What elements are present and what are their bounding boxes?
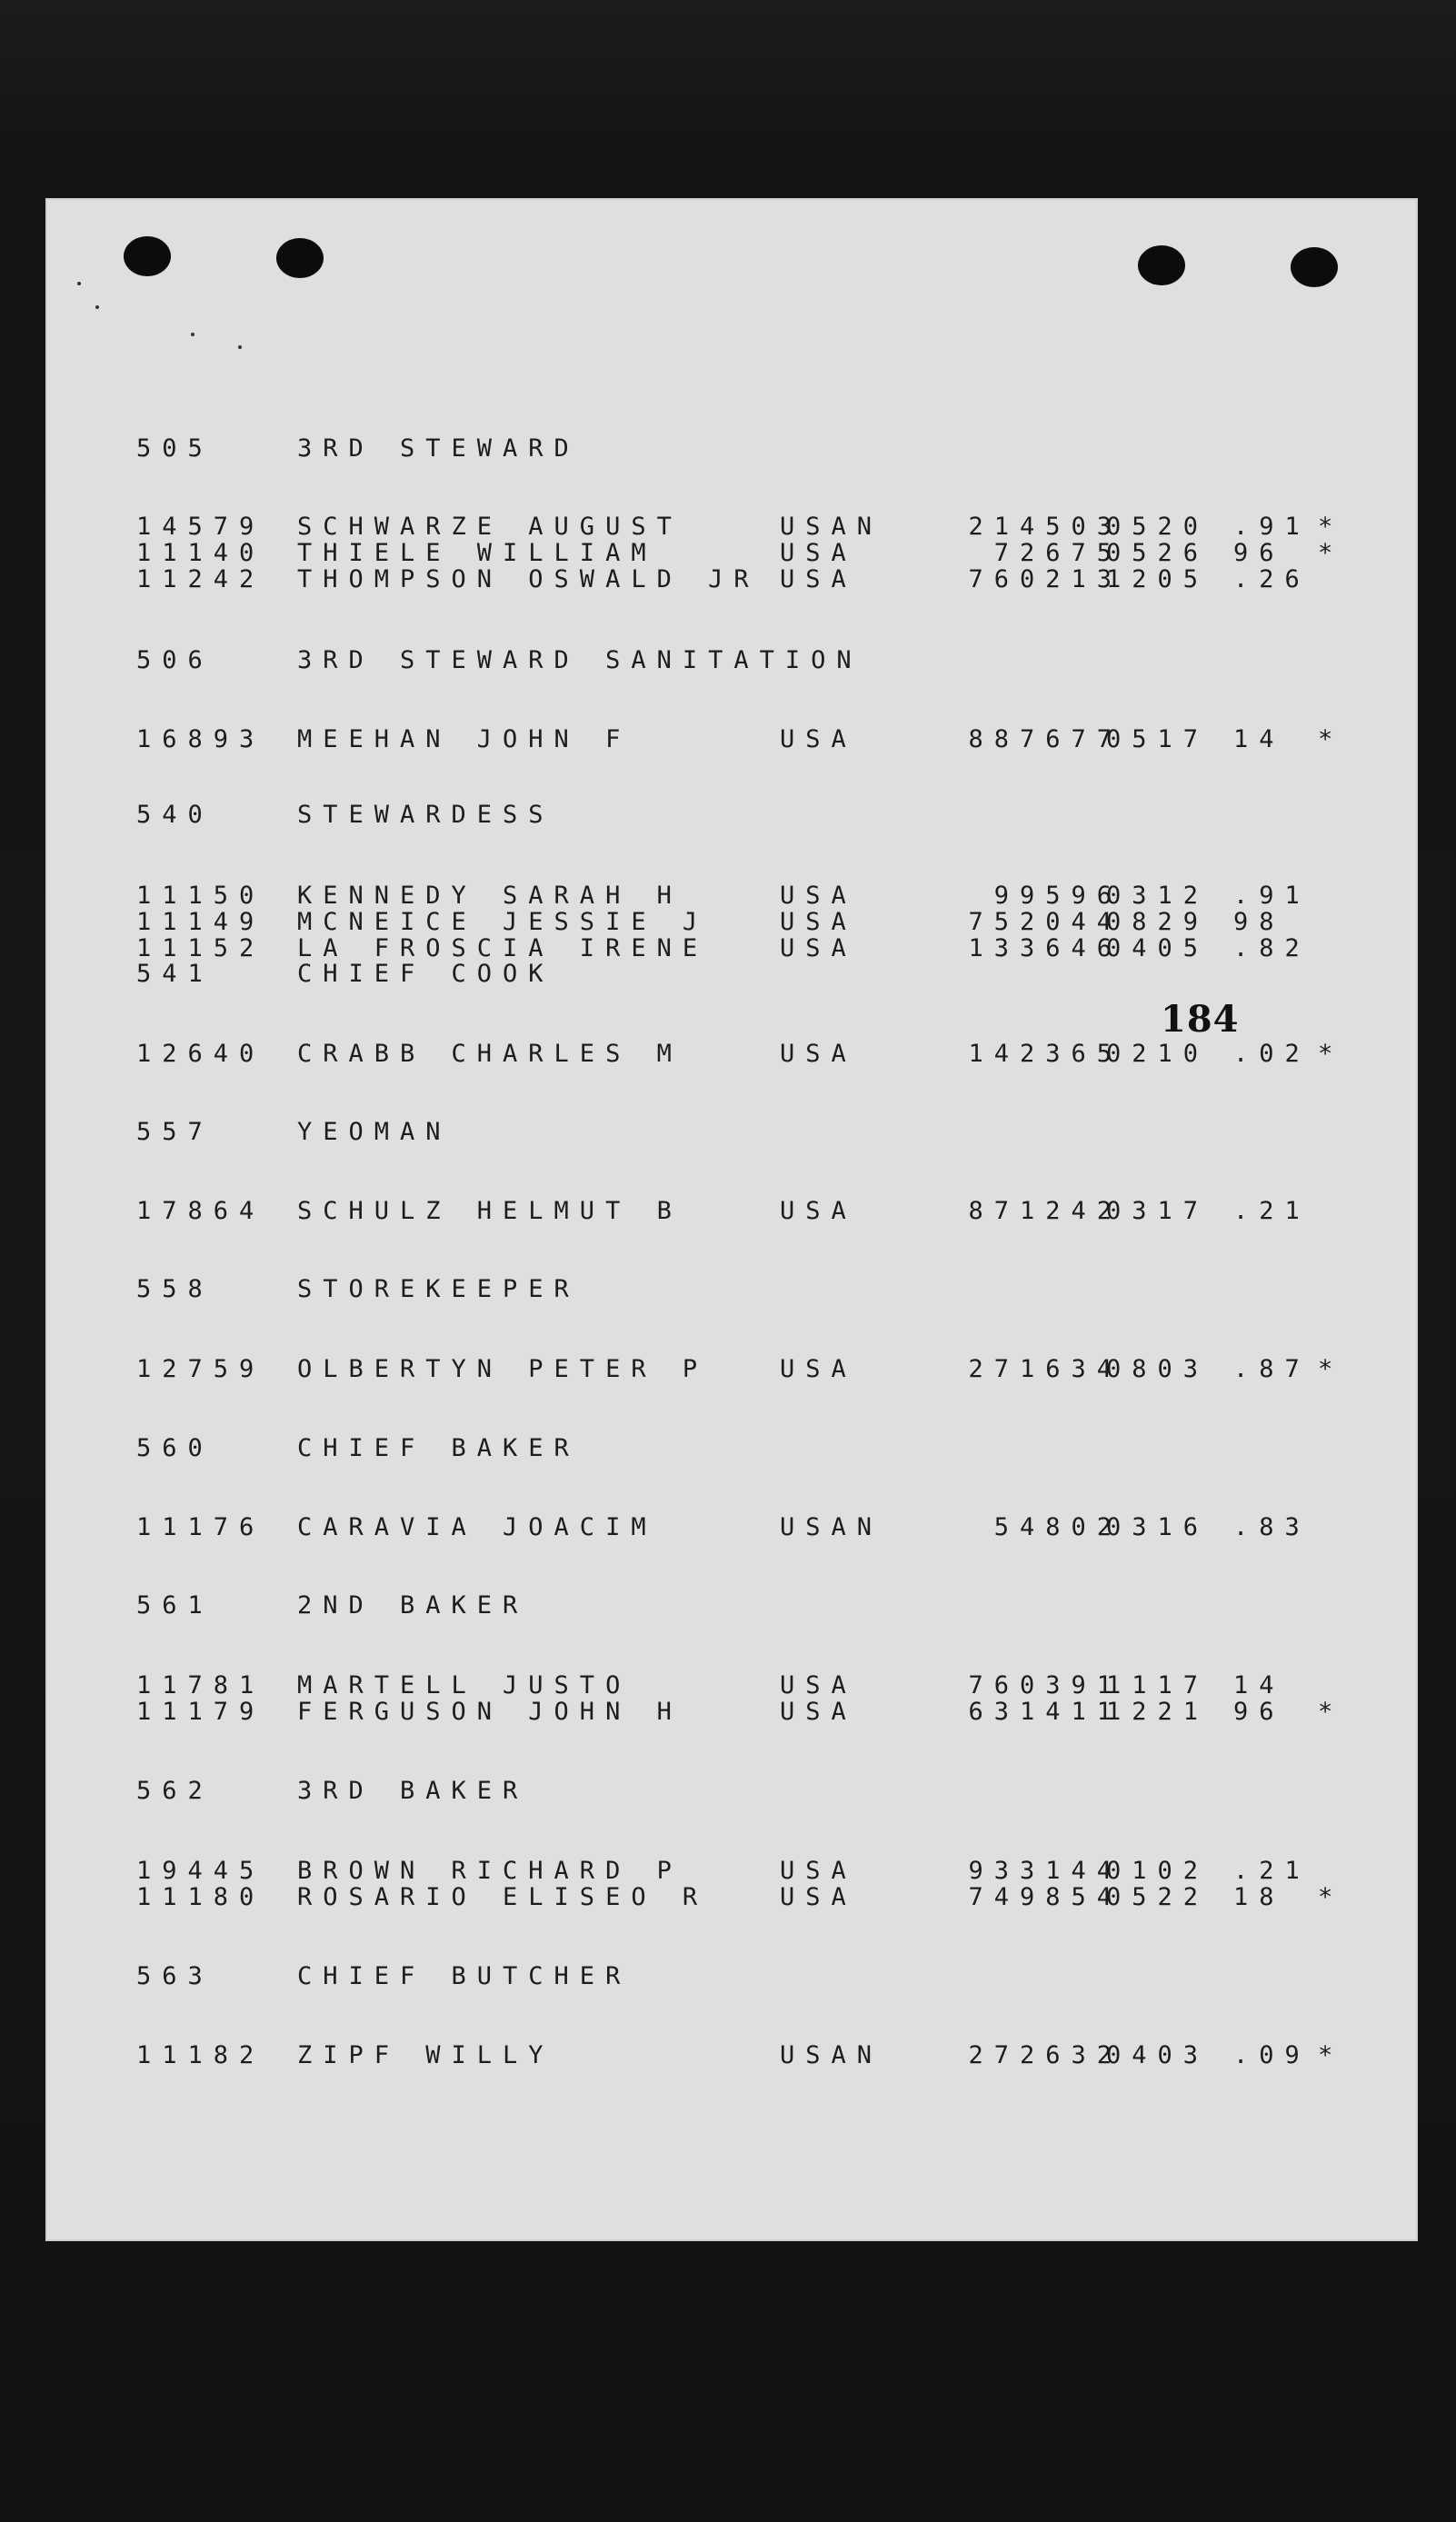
crew-name: ROSARIO ELISEO R <box>297 1883 709 1911</box>
asterisk-mark: * <box>1318 725 1344 753</box>
crew-name: KENNEDY SARAH H <box>297 882 683 910</box>
rate-value: .91 <box>1233 513 1311 541</box>
section-header <box>45 434 1418 467</box>
crew-name: MARTELL JUSTO <box>297 1671 632 1700</box>
certificate-number: 133646 <box>968 934 1122 962</box>
section-header <box>45 960 1418 992</box>
rating-title: CHIEF BUTCHER <box>297 1962 632 1990</box>
date-code: 0520 <box>1106 513 1210 541</box>
rate-value: 98 <box>1233 908 1285 936</box>
nationality: USA <box>780 908 857 936</box>
crew-number: 11150 <box>136 882 265 910</box>
page-number-stamp: 184 <box>1161 998 1240 1041</box>
section-header <box>45 1275 1418 1308</box>
crew-name: SCHWARZE AUGUST <box>297 513 683 541</box>
section-header <box>45 1118 1418 1151</box>
punch-hole-3 <box>1138 245 1185 285</box>
punch-hole-4 <box>1291 247 1338 287</box>
certificate-number: 887677 <box>968 725 1122 753</box>
rating-code: 560 <box>136 1434 214 1462</box>
asterisk-mark: * <box>1318 1883 1344 1911</box>
date-code: 0405 <box>1106 934 1210 962</box>
section-header <box>45 1591 1418 1624</box>
paper-speck <box>238 345 242 349</box>
crew-row <box>45 725 1418 758</box>
nationality: USAN <box>780 2041 883 2069</box>
asterisk-mark: * <box>1318 1698 1344 1726</box>
certificate-number: 271634 <box>968 1355 1122 1383</box>
crew-name: THIELE WILLIAM <box>297 539 657 567</box>
rating-code: 540 <box>136 801 214 829</box>
crew-name: LA FROSCIA IRENE <box>297 934 709 962</box>
certificate-number: 752044 <box>968 908 1122 936</box>
rating-code: 561 <box>136 1591 214 1620</box>
rate-value: .26 <box>1233 565 1311 593</box>
punch-hole-1 <box>124 236 171 276</box>
crew-name: BROWN RICHARD P <box>297 1857 683 1885</box>
crew-row <box>45 1883 1418 1916</box>
rating-code: 505 <box>136 434 214 463</box>
crew-name: FERGUSON JOHN H <box>297 1698 683 1726</box>
rating-title: 3RD STEWARD SANITATION <box>297 646 863 674</box>
asterisk-mark: * <box>1318 539 1344 567</box>
section-header <box>45 1434 1418 1467</box>
crew-number: 11180 <box>136 1883 265 1911</box>
certificate-number: 631411 <box>968 1698 1122 1726</box>
rate-value: 96 <box>1233 1698 1285 1726</box>
date-code: 0829 <box>1106 908 1210 936</box>
document-page <box>45 198 1418 2241</box>
crew-number: 17864 <box>136 1197 265 1225</box>
crew-name: CRABB CHARLES M <box>297 1040 683 1068</box>
crew-number: 12759 <box>136 1355 265 1383</box>
date-code: 1205 <box>1106 565 1210 593</box>
crew-number: 16893 <box>136 725 265 753</box>
rating-title: STEWARDESS <box>297 801 554 829</box>
asterisk-mark: * <box>1318 1040 1344 1068</box>
crew-number: 19445 <box>136 1857 265 1885</box>
crew-name: CARAVIA JOACIM <box>297 1513 657 1541</box>
nationality: USA <box>780 1355 857 1383</box>
crew-number: 11176 <box>136 1513 265 1541</box>
rate-value: .02 <box>1233 1040 1311 1068</box>
date-code: 0210 <box>1106 1040 1210 1068</box>
rate-value: .09 <box>1233 2041 1311 2069</box>
rate-value: .87 <box>1233 1355 1311 1383</box>
nationality: USA <box>780 1883 857 1911</box>
crew-number: 12640 <box>136 1040 265 1068</box>
nationality: USA <box>780 1040 857 1068</box>
asterisk-mark: * <box>1318 2041 1344 2069</box>
certificate-number: 272632 <box>968 2041 1122 2069</box>
rate-value: .21 <box>1233 1197 1311 1225</box>
rating-title: STOREKEEPER <box>297 1275 580 1303</box>
date-code: 0522 <box>1106 1883 1210 1911</box>
date-code: 0317 <box>1106 1197 1210 1225</box>
rate-value: 14 <box>1233 1671 1285 1700</box>
nationality: USAN <box>780 513 883 541</box>
nationality: USA <box>780 725 857 753</box>
crew-name: OLBERTYN PETER P <box>297 1355 709 1383</box>
rate-value: .21 <box>1233 1857 1311 1885</box>
paper-speck <box>191 333 194 336</box>
nationality: USA <box>780 1671 857 1700</box>
section-header <box>45 646 1418 679</box>
rating-title: CHIEF BAKER <box>297 1434 580 1462</box>
date-code: 0316 <box>1106 1513 1210 1541</box>
rating-code: 557 <box>136 1118 214 1146</box>
section-header <box>45 1777 1418 1809</box>
date-code: 0517 <box>1106 725 1210 753</box>
certificate-number: 933144 <box>968 1857 1122 1885</box>
nationality: USA <box>780 1857 857 1885</box>
crew-number: 11179 <box>136 1698 265 1726</box>
certificate-number: 760213 <box>968 565 1122 593</box>
nationality: USA <box>780 882 857 910</box>
crew-number: 11242 <box>136 565 265 593</box>
rate-value: .83 <box>1233 1513 1311 1541</box>
nationality: USAN <box>780 1513 883 1541</box>
rate-value: 14 <box>1233 725 1285 753</box>
nationality: USA <box>780 934 857 962</box>
rating-code: 506 <box>136 646 214 674</box>
nationality: USA <box>780 1197 857 1225</box>
crew-name: ZIPF WILLY <box>297 2041 554 2069</box>
asterisk-mark: * <box>1318 1355 1344 1383</box>
date-code: 0312 <box>1106 882 1210 910</box>
certificate-number: 142365 <box>968 1040 1122 1068</box>
date-code: 0803 <box>1106 1355 1210 1383</box>
crew-row <box>45 2041 1418 2074</box>
date-code: 0526 <box>1106 539 1210 567</box>
certificate-number: 214503 <box>968 513 1122 541</box>
paper-speck <box>95 305 99 309</box>
crew-number: 11140 <box>136 539 265 567</box>
rating-title: 3RD STEWARD <box>297 434 580 463</box>
crew-row <box>45 1513 1418 1546</box>
nationality: USA <box>780 1698 857 1726</box>
nationality: USA <box>780 539 857 567</box>
date-code: 0102 <box>1106 1857 1210 1885</box>
rating-title: YEOMAN <box>297 1118 452 1146</box>
date-code: 1221 <box>1106 1698 1210 1726</box>
rating-code: 558 <box>136 1275 214 1303</box>
rate-value: 96 <box>1233 539 1285 567</box>
crew-number: 11149 <box>136 908 265 936</box>
date-code: 0403 <box>1106 2041 1210 2069</box>
rate-value: 18 <box>1233 1883 1285 1911</box>
certificate-number: 99596 <box>993 882 1122 910</box>
section-header <box>45 1962 1418 1995</box>
certificate-number: 760391 <box>968 1671 1122 1700</box>
rate-value: .91 <box>1233 882 1311 910</box>
certificate-number: 54802 <box>993 1513 1122 1541</box>
asterisk-mark: * <box>1318 513 1344 541</box>
rating-code: 562 <box>136 1777 214 1805</box>
rating-code: 563 <box>136 1962 214 1990</box>
crew-name: SCHULZ HELMUT B <box>297 1197 683 1225</box>
section-header <box>45 801 1418 833</box>
rating-title: CHIEF COOK <box>297 960 554 988</box>
crew-row <box>45 1355 1418 1388</box>
crew-name: MEEHAN JOHN F <box>297 725 632 753</box>
crew-name: THOMPSON OSWALD JR <box>297 565 760 593</box>
crew-row <box>45 1197 1418 1230</box>
certificate-number: 749854 <box>968 1883 1122 1911</box>
crew-number: 11152 <box>136 934 265 962</box>
nationality: USA <box>780 565 857 593</box>
crew-name: MCNEICE JESSIE J <box>297 908 709 936</box>
certificate-number: 871242 <box>968 1197 1122 1225</box>
crew-number: 11182 <box>136 2041 265 2069</box>
rating-title: 3RD BAKER <box>297 1777 529 1805</box>
rate-value: .82 <box>1233 934 1311 962</box>
crew-number: 11781 <box>136 1671 265 1700</box>
crew-row <box>45 565 1418 598</box>
certificate-number: 72675 <box>993 539 1122 567</box>
crew-row <box>45 1698 1418 1730</box>
rating-code: 541 <box>136 960 214 988</box>
rating-title: 2ND BAKER <box>297 1591 529 1620</box>
paper-speck <box>77 282 81 285</box>
crew-number: 14579 <box>136 513 265 541</box>
date-code: 1117 <box>1106 1671 1210 1700</box>
crew-row <box>45 1040 1418 1072</box>
punch-hole-2 <box>276 238 324 278</box>
